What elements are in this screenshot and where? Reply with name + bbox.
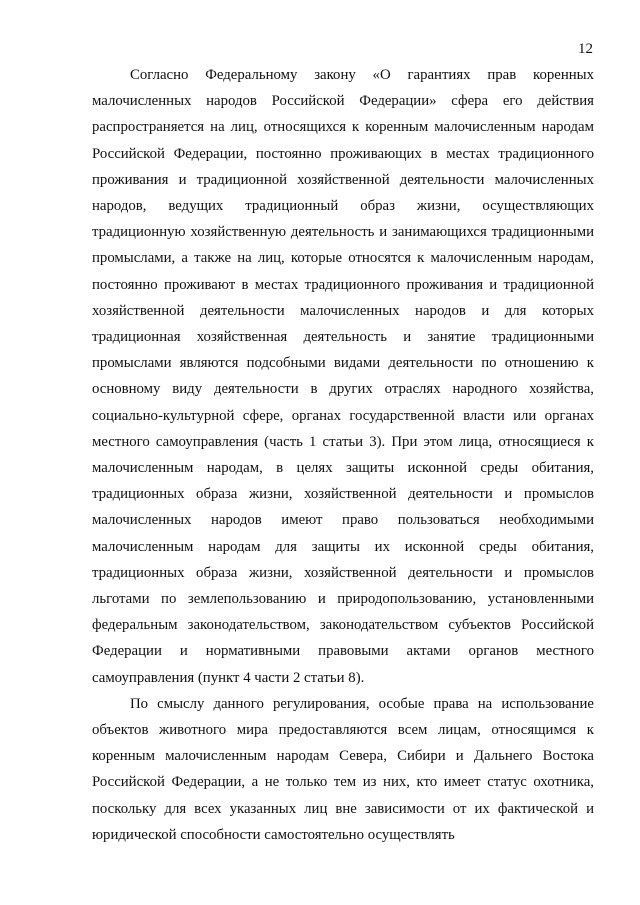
paragraph-2: По смыслу данного регулирования, особые права на использование объектов животного мира предоставляются всем лицам, относящимся к коренным малочисленным народам Севера, Сибири и Дальнего Востока Российской Федерации, а не только тем из них, кто имеет статус охотника, поскольку для всех указанных лиц вне зависимости от их фактической и юридической способности самостоятельно осуществлять (92, 695, 594, 843)
paragraph-1: Согласно Федеральному закону «О гарантиях прав коренных малочисленных народов Российской Федерации» сфера его действия распространяется на лиц, относящихся к коренным малочисленным народам Российской Федерации, постоянно проживающих в местах традиционного проживания и традиционной хозяйственной деятельности малочисленных народов, ведущих традиционный образ жизни, осуществляющих традиционную хозяйственную деятельность и занимающихся традиционными промыслами, а также на лиц, которые относятся к малочисленным народам, постоянно проживают в местах традиционного проживания и традиционной хозяйственной деятельности малочисленных народов и для которых традиционная хозяйственная деятельность и занятие традиционными промыслами являются подсобными видами деятельности по отношению к основному виду деятельности в других отраслях народного хозяйства, социально-культурной сфере, органах государственной власти или органах местного самоуправления (часть 1 статьи 3). При этом лица, относящиеся к малочисленным народам, в целях защиты исконной среды обитания, традиционных образа жизни, хозяйственной деятельности и промыслов малочисленных народов имеют право пользоваться необходимыми малочисленным народам для защиты их исконной среды обитания, традиционных образа жизни, хозяйственной деятельности и промыслов льготами по землепользованию и природопользованию, установленными федеральным законодательством, законодательством субъектов Российской Федерации и нормативными правовыми актами органов местного самоуправления (пункт 4 части 2 статьи 8). (92, 67, 594, 686)
page-number: 12 (578, 41, 593, 57)
document-body (92, 62, 594, 848)
